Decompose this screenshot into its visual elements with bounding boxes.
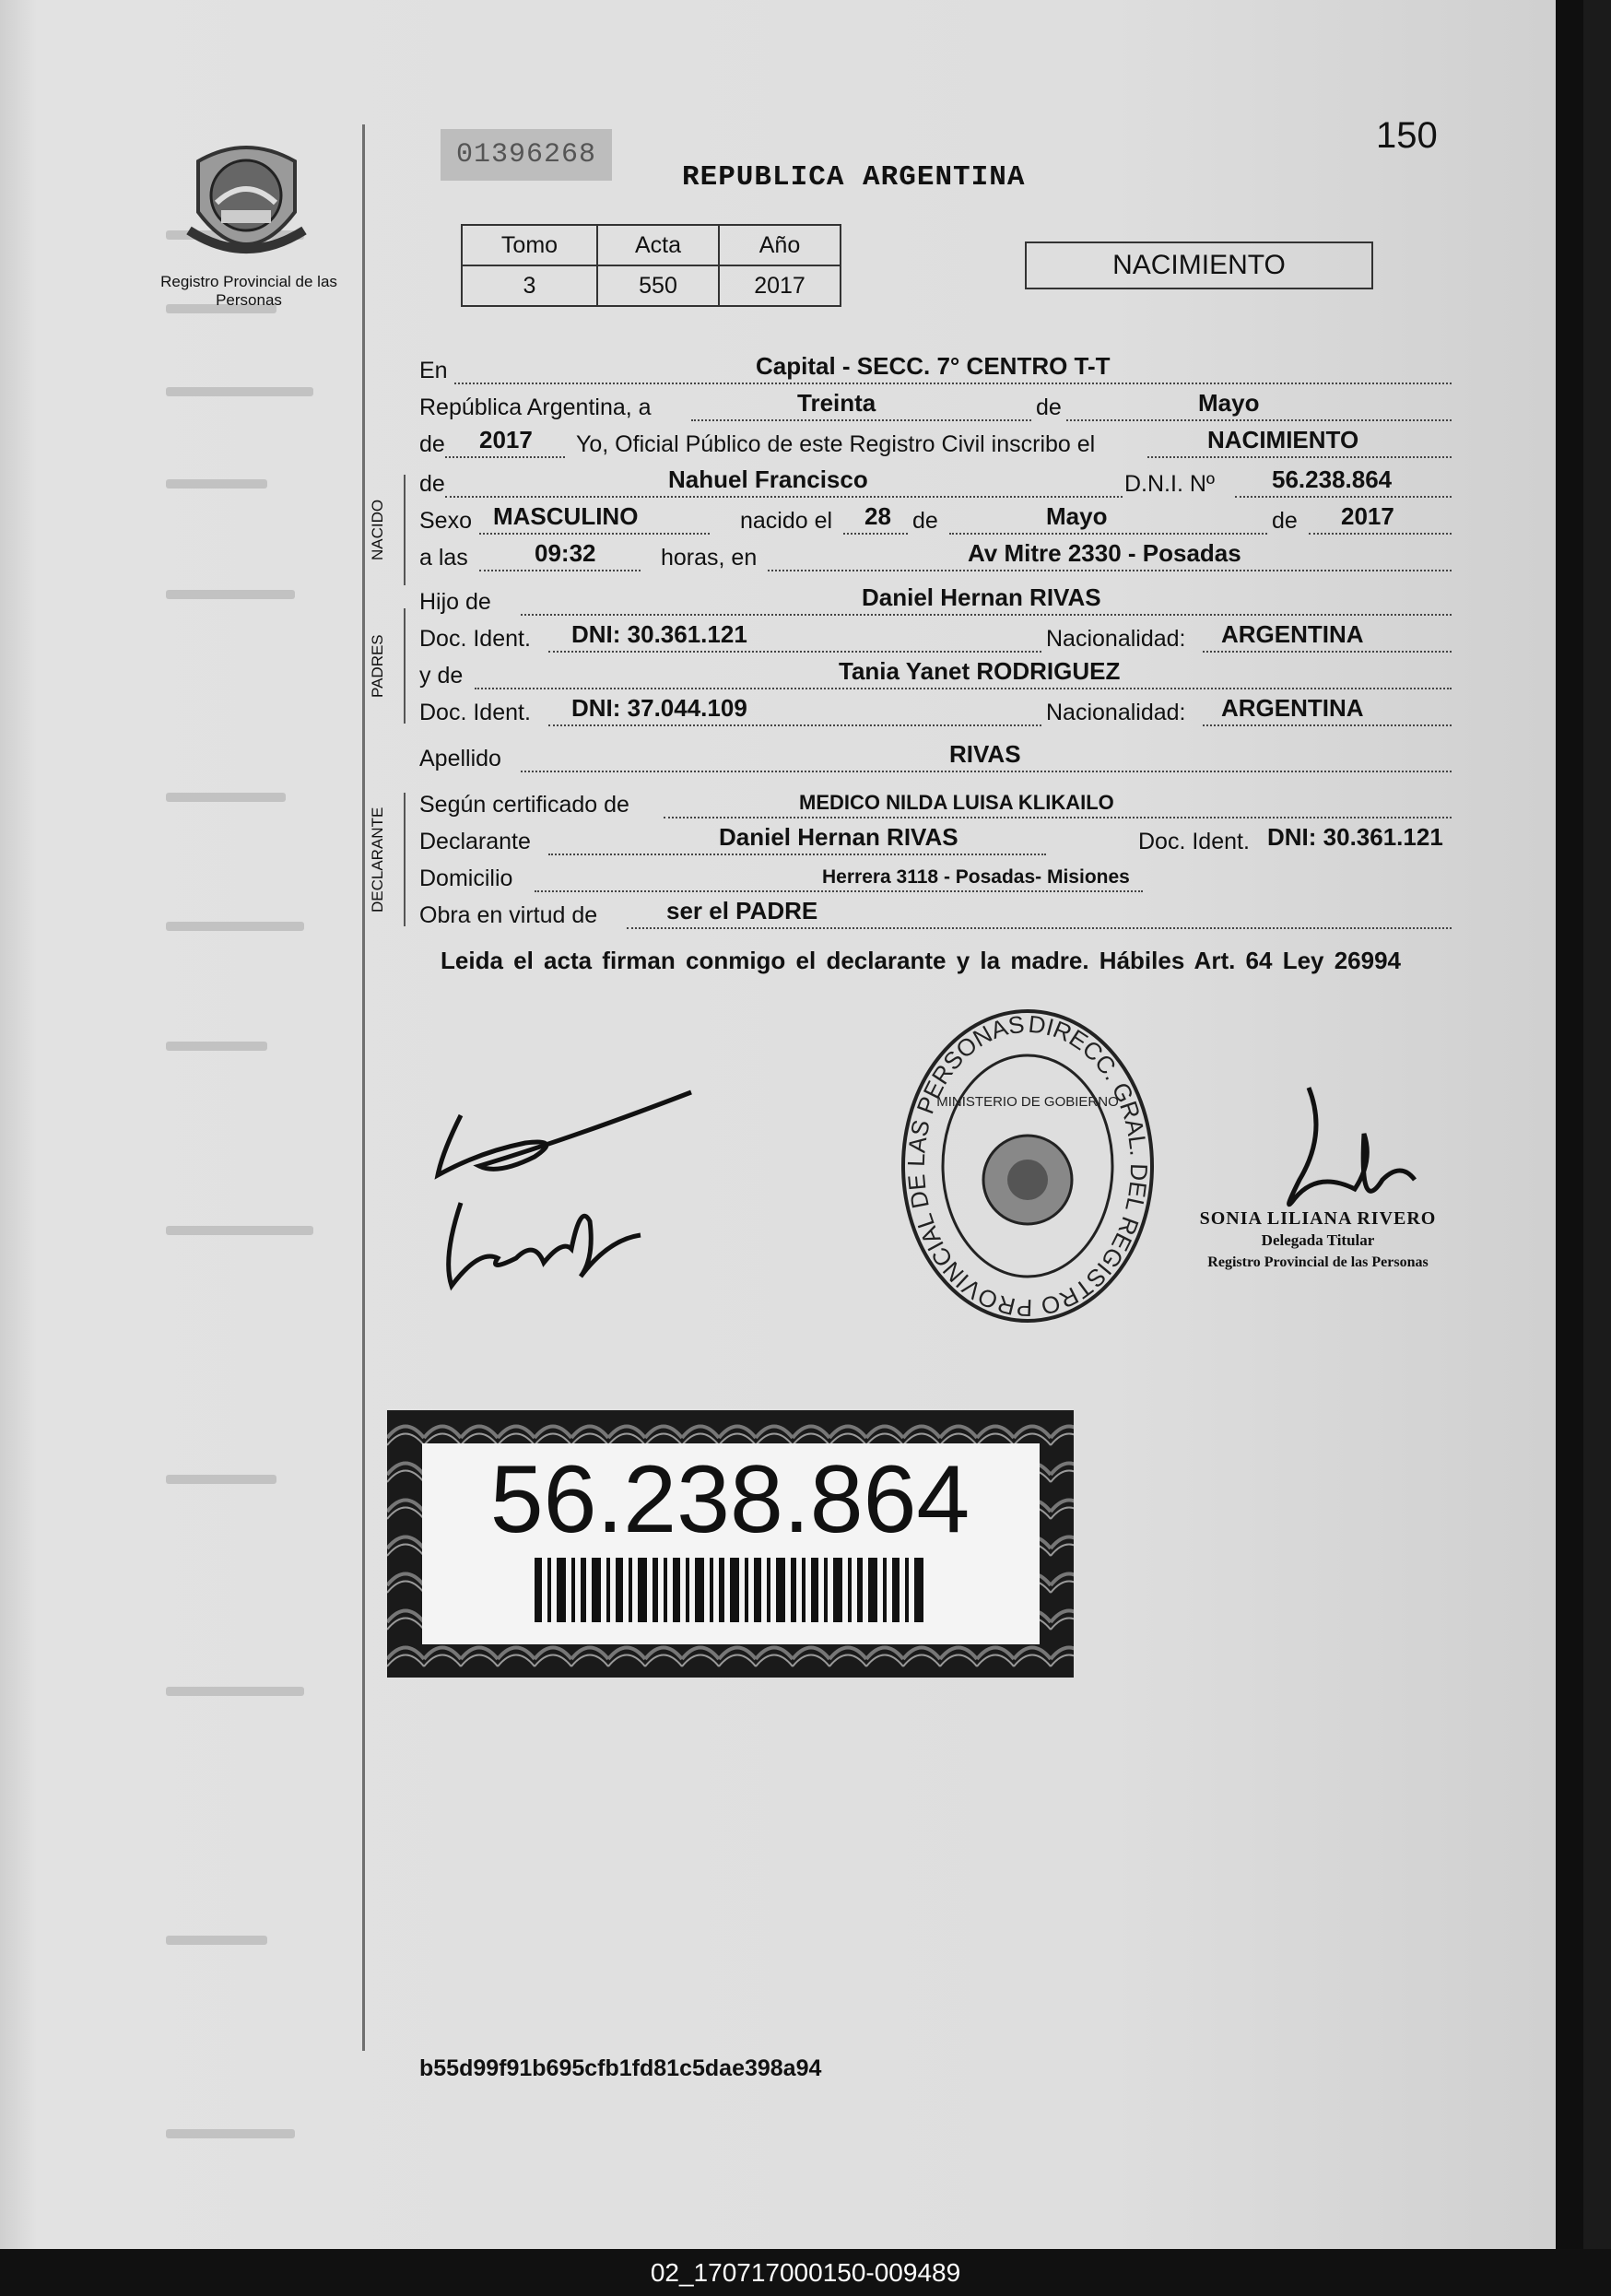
margin-line <box>362 124 365 2051</box>
header-tomo: Tomo <box>462 225 597 265</box>
declarante-name: Daniel Hernan RIVAS <box>719 823 958 851</box>
row-name: de Nahuel Francisco D.N.I. Nº 56.238.864 <box>419 468 1452 501</box>
row-en <box>419 352 1452 388</box>
signature-declarante <box>424 1088 700 1189</box>
page-number: 150 <box>1376 115 1438 156</box>
row-official: de 2017 Yo, Oficial Público de este Registro Civil inscribo el NACIMIENTO <box>419 429 1452 462</box>
record-table <box>461 224 841 307</box>
row-domicilio: Domicilio Herrera 3118 - Posadas- Misiones <box>419 863 1452 896</box>
dni-barcode-sticker <box>387 1410 1074 1678</box>
value-anio: 2017 <box>719 265 841 306</box>
value-tomo: 3 <box>462 265 597 306</box>
act-type: NACIMIENTO <box>1207 426 1359 453</box>
row-certificate: Según certificado de MEDICO NILDA LUISA KLIKAILO <box>419 789 1452 822</box>
row-mother-doc: Doc. Ident. DNI: 37.044.109 Nacionalidad: ARGENTINA <box>419 697 1452 730</box>
birth-time: 09:32 <box>535 539 596 567</box>
row-apellido: Apellido RIVAS <box>419 743 1452 776</box>
domicilio: Herrera 3118 - Posadas- Misiones <box>822 866 1130 888</box>
birth-place: Av Mitre 2330 - Posadas <box>968 539 1241 567</box>
mother-name: Tania Yanet RODRIGUEZ <box>839 657 1121 685</box>
document-hash: b55d99f91b695cfb1fd81c5dae398a94 <box>419 2055 822 2081</box>
official-signature-block <box>1170 1207 1465 1274</box>
official-role: Delegada Titular <box>1261 1231 1375 1249</box>
document-type-box: NACIMIENTO <box>1025 241 1373 289</box>
section-declarante: DECLARANTE <box>369 807 386 913</box>
svg-text:MINISTERIO DE GOBIERNO: MINISTERIO DE GOBIERNO <box>936 1094 1119 1110</box>
row-father: Hijo de Daniel Hernan RIVAS <box>419 586 1452 619</box>
father-nationality: ARGENTINA <box>1221 620 1364 648</box>
row-father-doc: Doc. Ident. DNI: 30.361.121 Nacionalidad: ARGENTINA <box>419 623 1452 656</box>
act-year: 2017 <box>479 426 533 453</box>
bleed-through-underlay <box>0 0 369 2249</box>
row-time-place: a las 09:32 horas, en Av Mitre 2330 - Posadas <box>419 542 1452 575</box>
registry-place: Capital - SECC. 7° CENTRO T-T <box>756 352 1111 380</box>
child-name: Nahuel Francisco <box>668 465 868 493</box>
registry-name: Registro Provincial de las Personas <box>160 273 337 309</box>
official-seal <box>894 995 1161 1327</box>
act-month: Mayo <box>1198 389 1260 417</box>
child-sex: MASCULINO <box>493 502 639 530</box>
section-nacido: NACIDO <box>369 499 386 561</box>
closing-statement: Leida el acta firman conmigo el declarante y la madre. Hábiles Art. 64 Ley 26994 <box>441 947 1402 974</box>
row-obra: Obra en virtud de ser el PADRE <box>419 900 1452 933</box>
svg-text:DIRECC. GRAL. DEL REGISTRO PRO: DIRECC. GRAL. DEL REGISTRO PROVINCIAL DE LAS PERSONAS <box>901 1009 1154 1323</box>
section-padres: PADRES <box>369 634 386 698</box>
birth-day: 28 <box>864 502 891 530</box>
row-date: República Argentina, a Treinta de Mayo <box>419 392 1452 425</box>
barcode-number: 56.238.864 <box>489 1446 970 1553</box>
row-mother: y de Tania Yanet RODRIGUEZ <box>419 660 1452 693</box>
mother-doc: DNI: 37.044.109 <box>571 694 747 722</box>
row-sexo: Sexo MASCULINO nacido el 28 de Mayo de 2017 <box>419 505 1452 538</box>
surname: RIVAS <box>949 740 1021 768</box>
scan-edge <box>1556 0 1583 2249</box>
serial-number: 01396268 <box>441 129 612 181</box>
footer-filename: 02_170717000150-009489 <box>0 2249 1611 2296</box>
certificate: MEDICO NILDA LUISA KLIKAILO <box>799 791 1114 814</box>
birth-month: Mayo <box>1046 502 1108 530</box>
official-name: SONIA LILIANA RIVERO <box>1199 1208 1437 1229</box>
official-office: Registro Provincial de las Personas <box>1207 1254 1429 1270</box>
declarante-doc: DNI: 30.361.121 <box>1267 823 1443 851</box>
value-acta: 550 <box>597 265 719 306</box>
birth-year: 2017 <box>1341 502 1394 530</box>
signature-madre <box>433 1184 645 1295</box>
misiones-coat-of-arms <box>180 138 313 267</box>
child-dni: 56.238.864 <box>1272 465 1393 493</box>
header-anio: Año <box>719 225 841 265</box>
obra-motivo: ser el PADRE <box>666 897 818 924</box>
label-en: En <box>419 358 448 383</box>
father-doc: DNI: 30.361.121 <box>571 620 747 648</box>
header-acta: Acta <box>597 225 719 265</box>
act-day: Treinta <box>797 389 876 417</box>
country-title: REPUBLICA ARGENTINA <box>682 161 1026 194</box>
mother-nationality: ARGENTINA <box>1221 694 1364 722</box>
father-name: Daniel Hernan RIVAS <box>862 583 1101 611</box>
row-declarante: Declarante Daniel Hernan RIVAS Doc. Ident. DNI: 30.361.121 <box>419 823 1443 854</box>
